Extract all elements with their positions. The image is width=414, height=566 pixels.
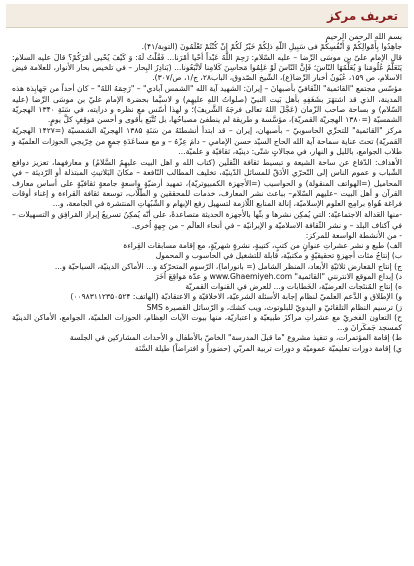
center-paragraph: مركز "القائمية" للتحرِّي الحاسوبيّ – بأصبهان، إيران – قد ابتدأ أنشطتَهُ من سَنَةِ ۱۳۸۵ الهجريّة الشمسيّة (=۱۴۲۷ الهجريّة القمريّة) تحتَ عناية سماحة آية الله الحاج السيّد حسن الإمامي – دامَ عِزّهُ – و مع مساعَدَةِ جمعٍ من خِرّيجي الحوزات العلميّة و طلاب الجوامع، بالليل و النهار، في مجالاتٍ شتّى: دينيّة، ثقافيّة و علميّة...	[12, 126, 402, 156]
goals-paragraph: الأهداف: الدّفاع عن ساحة الشيعة و تبسيط ثقافة الثّقلَين (كتاب الله و اهل البيت عليهِمُ السَّلامُ) و معارفهما، تعزيز دوافع الشّباب و عموم الناس إلى التّحرّي الأدَقّ للمسائل الدّينيّة، تخليف المطالب النّافعة – مكانَ البَلاتيثِ المبتذلة أو الرّديئة – في المحاميل (=الهواتف المنقولة) و الحواسيب (=الأجهزة الكمبيوتريّة)، تمهيد أرضيّةٍ واسعةٍ جامعةٍ ثقافيّةٍ على أساس معارف القرآن و أهل البيت –عليهم السّلام– بباعث نشر المعارف، خدمات للمحققين و الطّلّاب، توسعة ثقافة القراءة و إغناء أوقات فراغة هُواةِ برامِج العلوم الإسلاميّة، إنالة المنابع اللّازمة لتسهيل رفع الإبهام و الشّبُهاتِ المنتشرة في الجامعة، و...	[12, 158, 402, 208]
title-bar	[6, 4, 408, 28]
activity-item-website: د) إبداع الموقع الانترنتي "القائمية" www.Ghaemiyeh.com و عدّة مَواقِعَ اُخَرَ	[155, 271, 402, 281]
activity-item: ج) إنتاج المَعارض ثلاثيّةِ الأبعاد، المنظر الشامل (= بانوراما)، الرّسوم المتحرّكة و... الأماكن الدينيّة، السياحيّة و...	[54, 261, 402, 271]
basmala: بسم الله الرحمن الرحيم	[325, 32, 402, 41]
quran-verse: جاهِدُوا بِأَمْوالِكُمْ وَ أَنْفُسِكُمْ فى سَبِيلِ اللّهِ ذلِكُمْ خَيْرٌ لَكُمْ إِنْ كُنْتُمْ تَعْلَمُونَ (التوبة/۴۱).	[141, 42, 402, 52]
activity-item: الف) طبع و نشر عشراتِ عنوانٍ من كتبٍ، كتيبةٍ، نشرةٍ شهريّةٍ، مع إقامة مسابقات القِراءة	[123, 241, 402, 250]
activity-item: ط) إقامة المؤتمرات، و تنفيذ مشروع "ما قبلَ المدرسة" الخاصّ بالأطفال و الأحداث المشاركين في الجلسة	[69, 333, 402, 343]
activity-item-sms: ز) ترسيم النظام التلقائيّ و اليدويّ للبلوتوث، ويب كشك، و الرّسائل القصيرة SMS	[146, 302, 402, 312]
activities-heading: - من الأنشطة الواسعة للمركز:	[305, 230, 402, 240]
activity-item: ب) إنتاجُ مئات أجهزةٍ تحقيقيّةٍ و مكتبيّة، قابلة للتشغيل في الحاسوب و المحمول	[155, 251, 402, 261]
document-body	[6, 28, 408, 354]
founder-paragraph: مؤسّس مجتمع "القائمية" الثّقافيّ بأصبهانَ – إيرانَ: الشهيد آية الله "الشمس آبادي" – "رَحِمَهُ اللهُ" – كان أحداً من جَهابِذة هذه المدينة، الذي قد اشتهَرَ بشَغَفِهِ بأهل بَيت النبيّ (صلواتُ اللهِ عليهِم) و لاسيَّما بحضرة الإمام عليّ بن موسَى الرِّضا (عليه السّلام) و بساحة صاحب الزّمان (عَجَّلَ اللهُ تعالى فرجَهُ الشَّريفَ)؛ و لهذا أسّس مع نظره و درايته، في سَنَةِ ۱۳۴۰ الهجريّة الشمسيّة (=۱۳۸۰ الهجريّة القمريّة)، مؤسَّسة و طريقة لم ينطفئ مصباحُها، بل تُتَّبَع بأقوى و أحسن مَوقِفٍ كلَّ يومٍ.	[12, 84, 402, 124]
social-justice-paragraph: -منها العَدالة الاجتماعيّة: التي يُمكِن نشرها و بثّها بالأجهزة الحديثة متصاعدةً، على أنّه يُمكِنُ تسريعُ إبراز المَرافِق و التسهيلات –في آكناف البلد – و نشر الثّقافة الاسلاميّة و الإيرانيّة – في أنحاء العالَم – من جِهةٍ اُخرى.	[12, 210, 402, 230]
activity-item: ه) إنتاج المُنتَجات العرضيّة، الخَطابات و... للعرض في القنوات القمريّة	[185, 282, 402, 291]
hadith-paragraph: قال الإمام علىّ بن موسَى الرِّضا – عليه السّلام: رَحِمَ اللّهُ عَبْداً أحْيا أمْرَنا... فَقُلْتُ لَهُ: وَ كَيْفَ يُحْيى أمْرَكُمْ؟ قالَ عليه السلام: يَتَعَلَّمُ عُلُومَنا وَ يُعَلِّمُهَا النّاسَ؛ فَإنَّ النّاسَ لَوْ عَلِمُوا مَحاسِنَ كَلامِنا لَاتَّبَعُونا... (بَنادِرُ البِحار – في تلخيص بحار الأنوار، للعلامة فيض الاسلام، ص ۱۵۹، عُيُونُ أخبار الرِّضا(ع)، الشّيخ الصّدوق، الباب۲۸، ج/۱، ص/۳۰۷).	[12, 52, 402, 82]
page-title: تعريف مركز	[326, 8, 398, 23]
activity-item: ح) التعاون الفخريّ مع عشراتِ مراكزَ طبيعيّة و اعتباريّة، منها بيوت الآيات العِظام، الحوزات العلميّة، الجوامع، الأماكن الدينيّة كمسجد جَمكَرانَ و...	[12, 312, 402, 332]
activity-item-phone: و) الإطلاق و الدَّعم العلميّ لنظام إجابة الأسئلة الشرعيّة، الاخلاقيّة و الاعتقاديّة (الهاتف: ۰۰۹۸۳۱۱۲۳۵۰۵۲۴)	[70, 292, 402, 302]
activity-item: ي) إقامة دورات تعليميّة عموميّة و دورات تربية المربّي (حضوراً و افتراضاً) طيلة السَّنَة	[134, 343, 402, 353]
